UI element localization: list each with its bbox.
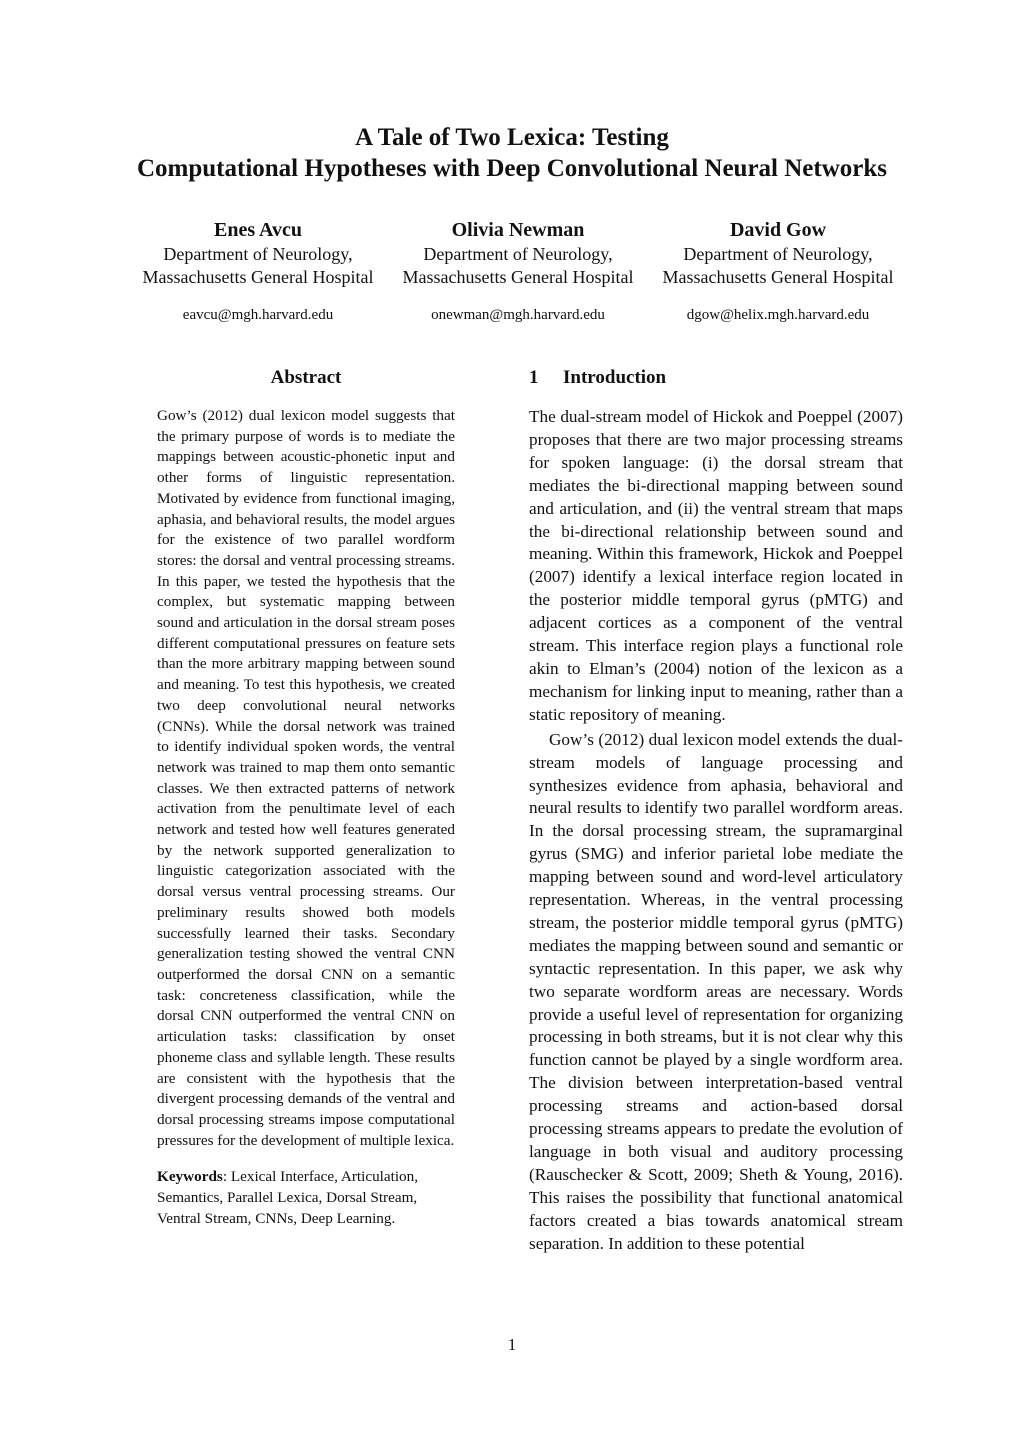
title-line-1: A Tale of Two Lexica: Testing — [355, 124, 669, 151]
author-institution: Massachusetts General Hospital — [142, 267, 374, 287]
author-institution: Massachusetts General Hospital — [662, 267, 894, 287]
author-department: Department of Neurology, — [423, 244, 613, 264]
title-line-2: Computational Hypotheses with Deep Convolutional Neural Networks — [136, 155, 888, 182]
author-email: eavcu@mgh.harvard.edu — [182, 307, 334, 323]
author-institution: Massachusetts General Hospital — [402, 267, 634, 287]
author-2 — [388, 218, 648, 325]
section-title: Introduction — [563, 367, 667, 388]
author-department: Department of Neurology, — [163, 244, 353, 264]
paper-title — [0, 122, 1024, 184]
author-name: Enes Avcu — [214, 219, 302, 241]
introduction-column — [529, 366, 903, 1256]
author-1 — [128, 218, 388, 325]
abstract-text: Gow’s (2012) dual lexicon model suggests that the primary purpose of words is to mediate the mappings between acoustic-phonetic input and other forms of linguistic representation. Motivated by evidence from functional imaging, aphasia, and behavioral results, the model argues for the existence of two parallel wordform stores: the dorsal and ventral processing streams. In this paper, we tested the hypothesis that the complex, but systematic mapping between sound and articulation in the dorsal stream poses different computational pressures on feature sets than the more arbitrary mapping between sound and meaning. To test this hypothesis, we created two deep convolutional neural networks (CNNs). While the dorsal network was trained to identify individual spoken words, the ventral network was trained to map them onto semantic classes. We then extracted patterns of network activation from the penultimate level of each network and tested how well features generated by the network supported generalization to linguistic categorization associated with the dorsal versus ventral processing streams. Our preliminary results showed both models successfully learned their tasks. Secondary generalization testing showed the ventral CNN outperformed the dorsal CNN on a semantic task: concreteness classification, while the dorsal CNN outperformed the ventral CNN on articulation tasks: classification by onset phoneme class and syllable length. These results are consistent with the hypothesis that the divergent processing demands of the ventral and dorsal processing streams impose computational pressures for the development of multiple lexica. — [157, 407, 455, 1149]
author-name: Olivia Newman — [451, 219, 585, 241]
section-heading — [529, 366, 903, 390]
author-3 — [648, 218, 908, 325]
intro-paragraph-2: Gow’s (2012) dual lexicon model extends the dual-stream models of language processing and synthesizes evidence from aphasia, behavioral and neural results to identify two parallel wordform areas. In the dorsal processing stream, the supramarginal gyrus (SMG) and inferior parietal lobe mediate the mapping between sound and word-level articulatory representation. Whereas, in the ventral processing stream, the posterior middle temporal gyrus (pMTG) mediates the mapping between sound and semantic or syntactic representation. In this paper, we ask why two separate wordform areas are necessary. Words provide a useful level of representation for organizing processing in both streams, but it is not clear why this function cannot be played by a single wordform area. The division between interpretation-based ventral processing streams and action-based dorsal processing streams appears to predate the evolution of language in both visual and auditory processing (Rauschecker & Scott, 2009; Sheth & Young, 2016). This raises the possibility that functional anatomical factors created a bias towards anatomical stream separation. In addition to these potential — [529, 729, 903, 1253]
page-number: 1 — [507, 1335, 517, 1354]
section-number: 1 — [529, 367, 539, 388]
keywords-list: : Lexical Interface, Articulation, Semantics, Parallel Lexica, Dorsal Stream, Ventral Stream, CNNs, Deep Learning. — [157, 1168, 419, 1227]
intro-paragraph-1: The dual-stream model of Hickok and Poeppel (2007) proposes that there are two major processing streams for spoken language: (i) the dorsal stream that mediates the bi-directional mapping between sound and articulation, and (ii) the ventral stream that maps the bi-directional relationship between sound and meaning. Within this framework, Hickok and Poeppel (2007) identify a lexical interface region located in the posterior middle temporal gyrus (pMTG) and adjacent cortices as a component of the ventral stream. This interface region plays a functional role akin to Elman’s (2004) notion of the lexicon as a mechanism for linking input to meaning, rather than a static repository of meaning. — [529, 407, 903, 724]
author-email: dgow@helix.mgh.harvard.edu — [686, 307, 870, 323]
author-email: onewman@mgh.harvard.edu — [431, 307, 605, 323]
keywords — [157, 1167, 455, 1229]
abstract-column — [157, 366, 455, 1229]
keywords-label: Keywords — [157, 1168, 223, 1186]
author-name: David Gow — [729, 219, 827, 241]
author-department: Department of Neurology, — [683, 244, 873, 264]
abstract-heading: Abstract — [270, 367, 342, 388]
